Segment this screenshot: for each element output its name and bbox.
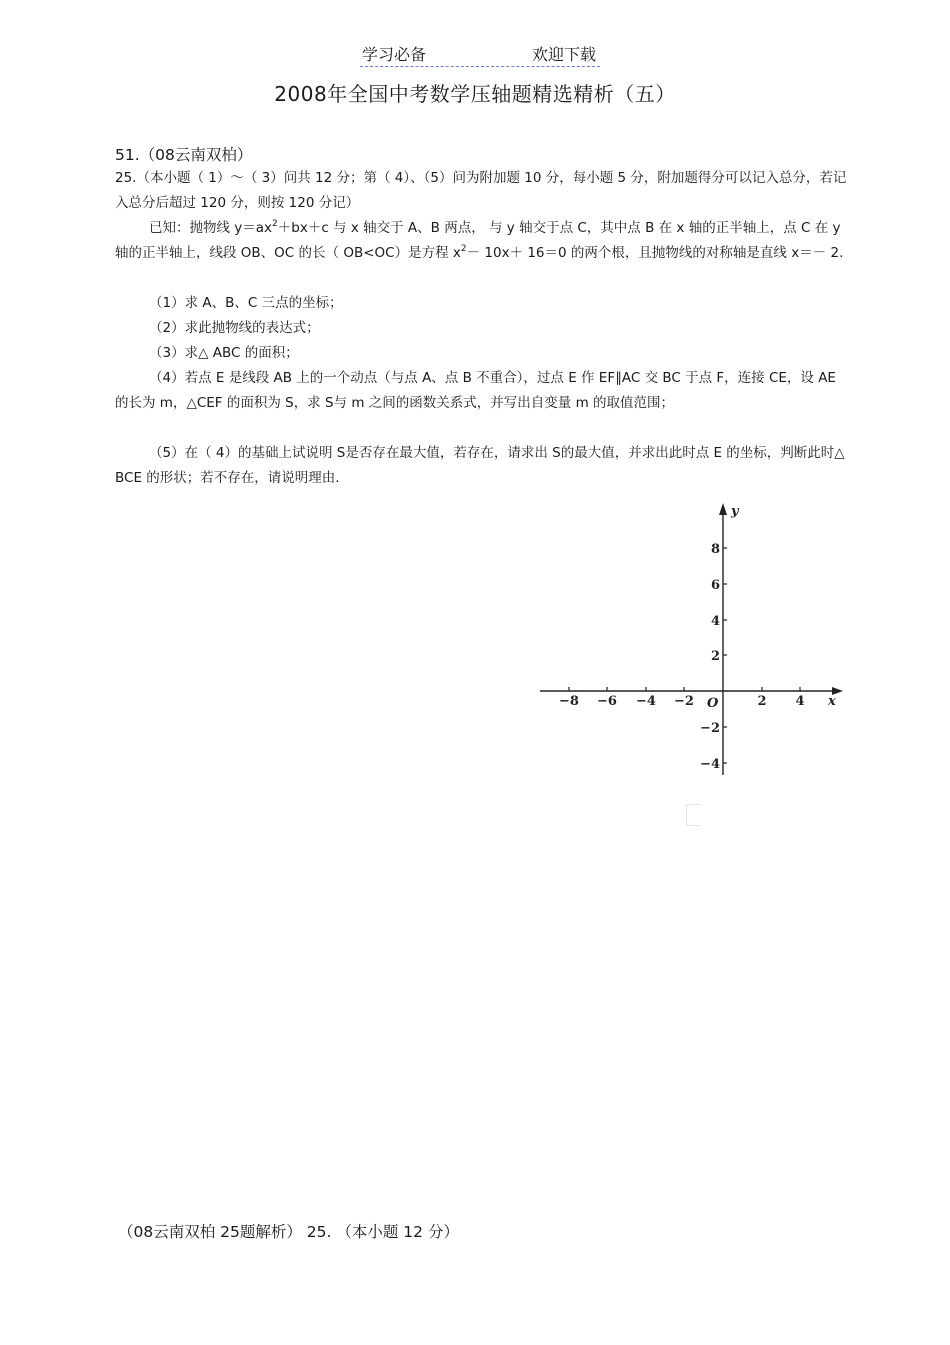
x-tick-label: −8 [559,694,579,709]
page-title: 2008年全国中考数学压轴题精选精析（五） [274,82,676,106]
y-tick-label: 2 [710,649,720,664]
y-tick-label: 4 [710,614,720,629]
given-text-3: － 10x＋ 16＝0 的两个根，且抛物线的对称轴是直线 x＝－ 2. [466,245,844,261]
y-tick-label: 8 [710,542,720,557]
coordinate-graph [535,497,850,782]
x-tick-label: −2 [674,694,694,709]
x-tick-label: −4 [636,694,656,709]
part-2: （2）求此抛物线的表达式； [149,320,320,336]
part-5: （5）在（ 4）的基础上试说明 S是否存在最大值，若存在，请求出 S的最大值，并求出此时点 E 的坐标，判断此时△ BCE 的形状；若不存在，请说明理由. [115,445,845,486]
given-superscript-1: 2 [272,219,278,229]
solution-header: （08云南双柏 25题解析） 25. （本小题 12 分） [118,1223,459,1241]
x-axis-label: x [828,694,836,709]
y-tick-label: 6 [710,578,720,593]
problem-intro: 25.（本小题（ 1）～（ 3）问共 12 分；第（ 4）、（5）问为附加题 10 分，每小题 5 分，附加题得分可以记入总分，若记入总分后超过 120 分，则按 120 分记） [115,170,847,211]
part-4: （4）若点 E 是线段 AB 上的一个动点（与点 A、点 B 不重合），过点 E 作 EF∥AC 交 BC 于点 F，连接 CE，设 AE 的长为 m，△CEF 的面积为 S，求 S与 m 之间的函数关系式，并写出自变量 m 的取值范围； [115,370,836,411]
header-right-text: 欢迎下载 [531,45,596,64]
y-tick-label: −2 [700,721,720,736]
page-header [360,40,600,67]
y-axis-label: y [731,504,739,519]
origin-label: O [707,696,719,711]
problem-given [115,216,847,266]
x-tick-label: 2 [757,694,767,709]
header-left-text: 学习必备 [362,45,427,64]
x-tick-label: 4 [795,694,805,709]
given-superscript-2: 2 [460,244,467,254]
part-3: （3）求△ ABC 的面积； [149,345,299,361]
y-tick-label: −4 [700,757,720,772]
image-placeholder-box [686,804,700,826]
part-1: （1）求 A、B、C 三点的坐标； [149,295,343,311]
y-axis-arrow [719,503,727,515]
given-text-1: 已知：抛物线 y＝ax [149,220,273,236]
given-text-2: ＋bx＋c 与 x 轴交于 A、B 两点， 与 y 轴交于点 C，其中点 B 在 x 轴的正半轴上，点 C 在 y 轴的正半轴上，线段 OB、OC 的长（ OB<OC）是方程 x [115,220,841,261]
question-number: 51.（08云南双柏） [115,146,253,164]
x-tick-label: −6 [597,694,617,709]
